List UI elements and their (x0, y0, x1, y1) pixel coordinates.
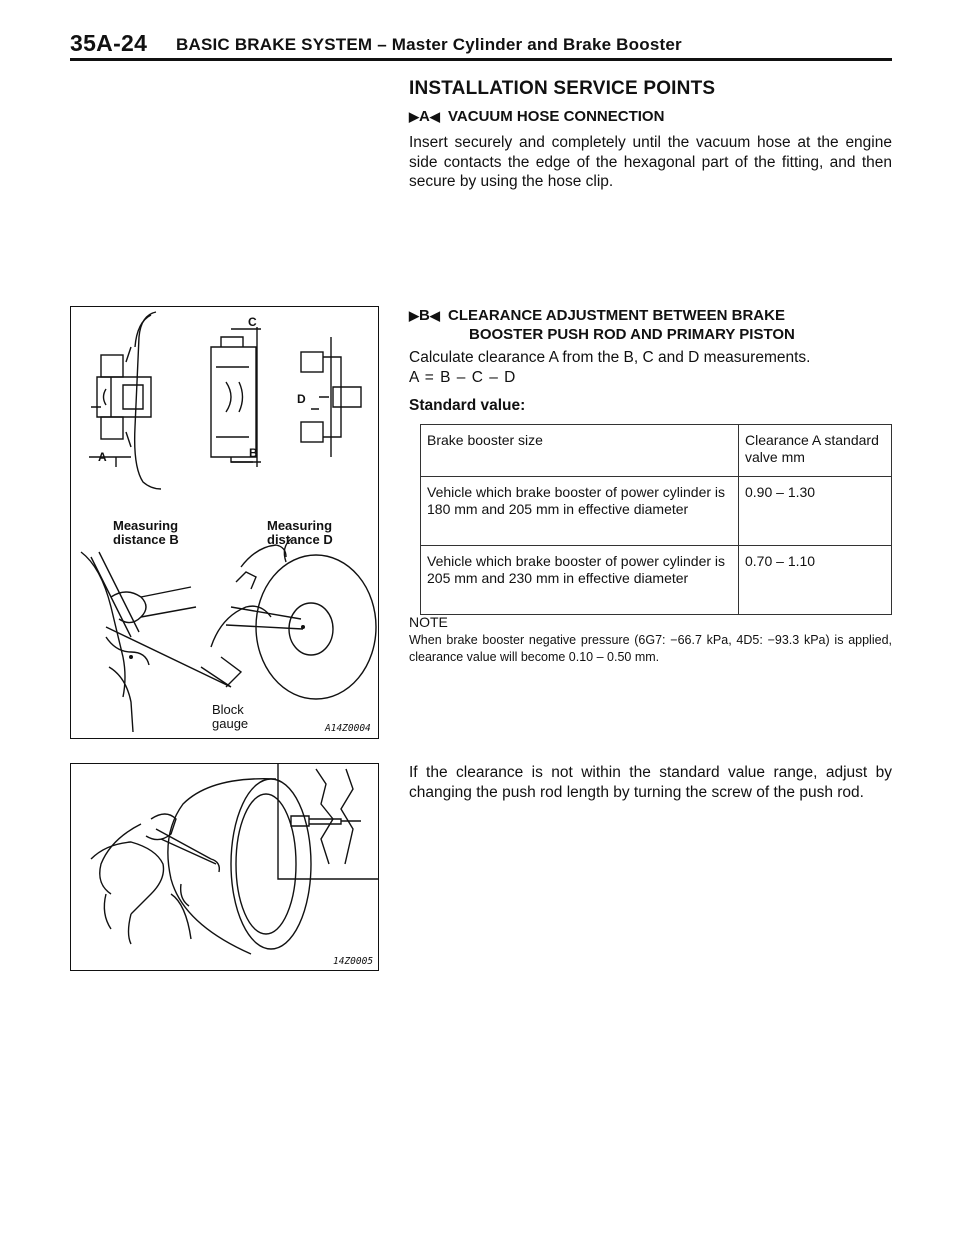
table-cell: Vehicle which brake booster of power cylinder is 205 mm and 230 mm in effective diameter (421, 546, 739, 615)
figure-adjust (70, 763, 379, 971)
point-a-title: VACUUM HOSE CONNECTION (448, 108, 665, 125)
triangle-right-icon: ▶ (409, 308, 419, 323)
table-header-row (421, 425, 892, 477)
page-number: 35A-24 (70, 30, 148, 56)
label-a: A (98, 450, 107, 464)
point-a-marker: A (419, 108, 430, 125)
block-gauge-label: Block gauge (212, 702, 249, 731)
point-a-heading (409, 108, 664, 125)
figure-code: 14Z0005 (333, 956, 374, 967)
figure-code: A14Z0004 (325, 723, 371, 734)
table-row (421, 477, 892, 546)
table-header-cell: Brake booster size (421, 425, 739, 477)
triangle-right-icon: ▶ (409, 109, 419, 124)
formula: A = B – C – D (409, 369, 517, 386)
standard-value-label: Standard value: (409, 397, 526, 414)
triangle-left-icon: ◀ (429, 308, 440, 323)
table-cell: Vehicle which brake booster of power cylinder is 180 mm and 205 mm in effective diameter (421, 477, 739, 546)
table-cell: 0.90 – 1.30 (739, 477, 892, 546)
table-row (421, 546, 892, 615)
header-title: BASIC BRAKE SYSTEM – Master Cylinder and Brake Booster (176, 35, 682, 54)
point-b-marker: B (419, 307, 430, 324)
caption-measuring-b: Measuring distance B (113, 518, 179, 547)
table-cell: 0.70 – 1.10 (739, 546, 892, 615)
label-c: C (248, 315, 257, 329)
point-b-intro: Calculate clearance A from the B, C and D measurements. (409, 349, 811, 366)
header-rule (70, 58, 892, 61)
figure-measuring (70, 306, 379, 739)
point-b-heading (409, 306, 795, 344)
point-b-title-line1: CLEARANCE ADJUSTMENT BETWEEN BRAKE (448, 307, 785, 324)
table-header-cell: Clearance A standard valve mm (739, 425, 892, 477)
label-d: D (297, 392, 306, 406)
adjust-illustration (71, 764, 378, 970)
caption-measuring-d: Measuring distance D (267, 518, 333, 547)
point-b-title-line2: BOOSTER PUSH ROD AND PRIMARY PISTON (469, 326, 795, 343)
clearance-table (420, 424, 892, 615)
note-text: When brake booster negative pressure (6G7: −66.7 kPa, 4D5: −93.3 kPa) is applied, clearance value will become 0.10 – 0.50 mm. (409, 633, 892, 664)
note-label: NOTE (409, 614, 448, 630)
adjust-text: If the clearance is not within the standard value range, adjust by changing the push rod length by turning the screw of the push rod. (409, 764, 892, 801)
triangle-left-icon: ◀ (429, 109, 440, 124)
point-a-text: Insert securely and completely until the vacuum hose at the engine side contacts the edge of the hexagonal part of the fitting, and then secure by using the hose clip. (409, 134, 892, 190)
label-b: B (249, 446, 258, 460)
section-title: INSTALLATION SERVICE POINTS (409, 78, 716, 99)
